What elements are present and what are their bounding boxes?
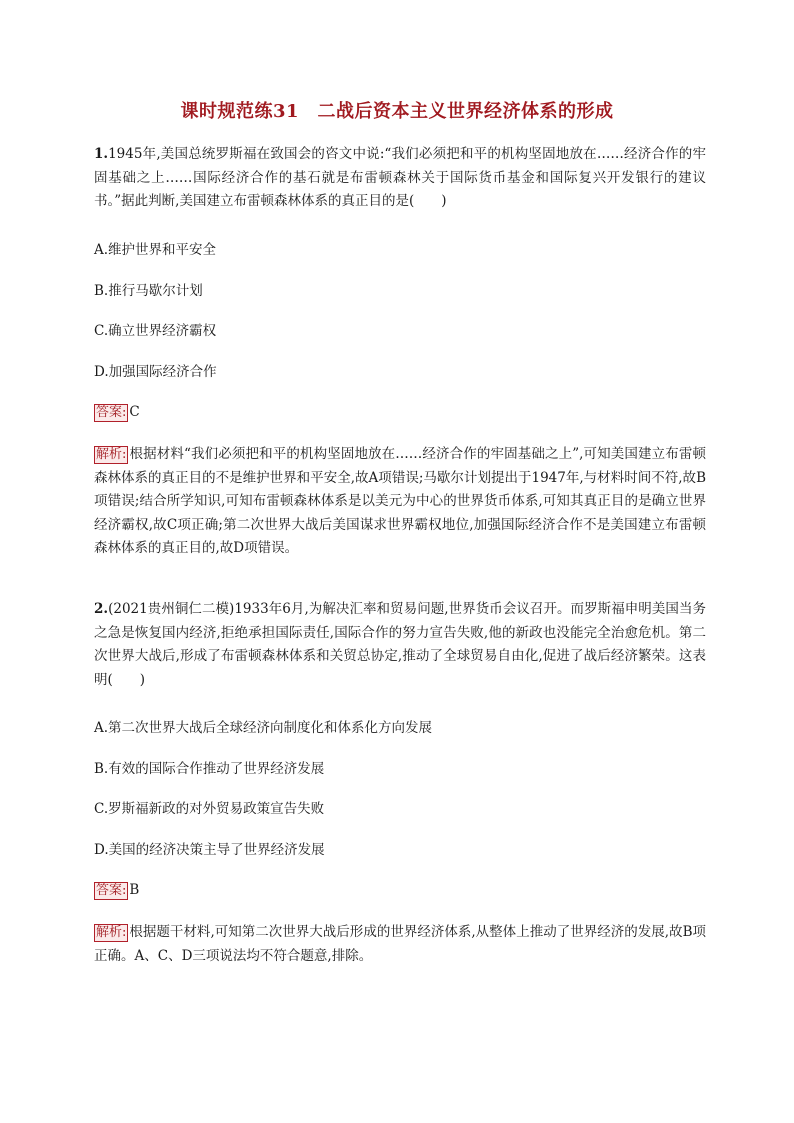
question-2-option-b: B.有效的国际合作推动了世界经济发展 [94, 761, 325, 777]
question-1 [94, 143, 706, 214]
question-1-analysis-text: 根据材料“我们必须把和平的机构坚固地放在……经济合作的牢固基础之上”,可知美国建立布雷顿森林体系的真正目的不是维护世界和平安全,故A项错误;马歇尔计划提出于1947年,与材料时间不符,故B项错误;结合所学知识,可知布雷顿森林体系是以美元为中心的世界货币体系,可知其真正目的是确立世界经济霸权,故C项正确;第二次世界大战后美国谋求世界霸权地位,加强国际经济合作不是美国建立布雷顿森林体系的真正目的,故D项错误。 [94, 446, 706, 556]
question-1-answer-value: C [129, 404, 140, 420]
question-2-number: 2. [94, 601, 109, 617]
question-1-option-b: B.推行马歇尔计划 [94, 283, 203, 299]
page-title: 课时规范练31 二战后资本主义世界经济体系的形成 [180, 101, 614, 122]
question-1-option-d: D.加强国际经济合作 [94, 364, 217, 380]
question-2-option-c: C.罗斯福新政的对外贸易政策宣告失败 [94, 801, 325, 817]
question-2 [94, 598, 706, 692]
question-1-answer [94, 402, 140, 422]
analysis-tag: 解析: [96, 447, 127, 462]
question-1-text: 1945年,美国总统罗斯福在致国会的咨文中说:“我们必须把和平的机构坚固地放在……经济合作的牢固基础之上……国际经济合作的基石就是布雷顿森林关于国际货币基金和国际复兴开发银行的建议书。”据此判断,美国建立布雷顿森林体系的真正目的是( ) [94, 146, 706, 209]
answer-tag: 答案: [96, 883, 127, 898]
question-1-option-c: C.确立世界经济霸权 [94, 323, 217, 339]
question-1-number: 1. [94, 146, 109, 162]
question-2-answer [94, 880, 139, 900]
question-2-answer-value: B [129, 882, 140, 898]
question-2-option-a: A.第二次世界大战后全球经济向制度化和体系化方向发展 [94, 720, 433, 736]
question-2-option-d: D.美国的经济决策主导了世界经济发展 [94, 842, 325, 858]
analysis-tag: 解析: [96, 925, 127, 940]
question-2-text: (2021贵州铜仁二模)1933年6月,为解决汇率和贸易问题,世界货币会议召开。而罗斯福申明美国当务之急是恢复国内经济,拒绝承担国际责任,国际合作的努力宣告失败,他的新政也没能完全治愈危机。第二次世界大战后,形成了布雷顿森林体系和关贸总协定,推动了全球贸易自由化,促进了战后经济繁荣。这表明( ) [94, 601, 706, 688]
question-1-option-a: A.维护世界和平安全 [94, 242, 217, 258]
question-2-analysis-text: 根据题干材料,可知第二次世界大战后形成的世界经济体系,从整体上推动了世界经济的发展,故B项正确。A、C、D三项说法均不符合题意,排除。 [94, 924, 706, 964]
answer-tag: 答案: [96, 405, 127, 420]
question-2-analysis [94, 921, 706, 968]
question-1-analysis [94, 443, 706, 561]
